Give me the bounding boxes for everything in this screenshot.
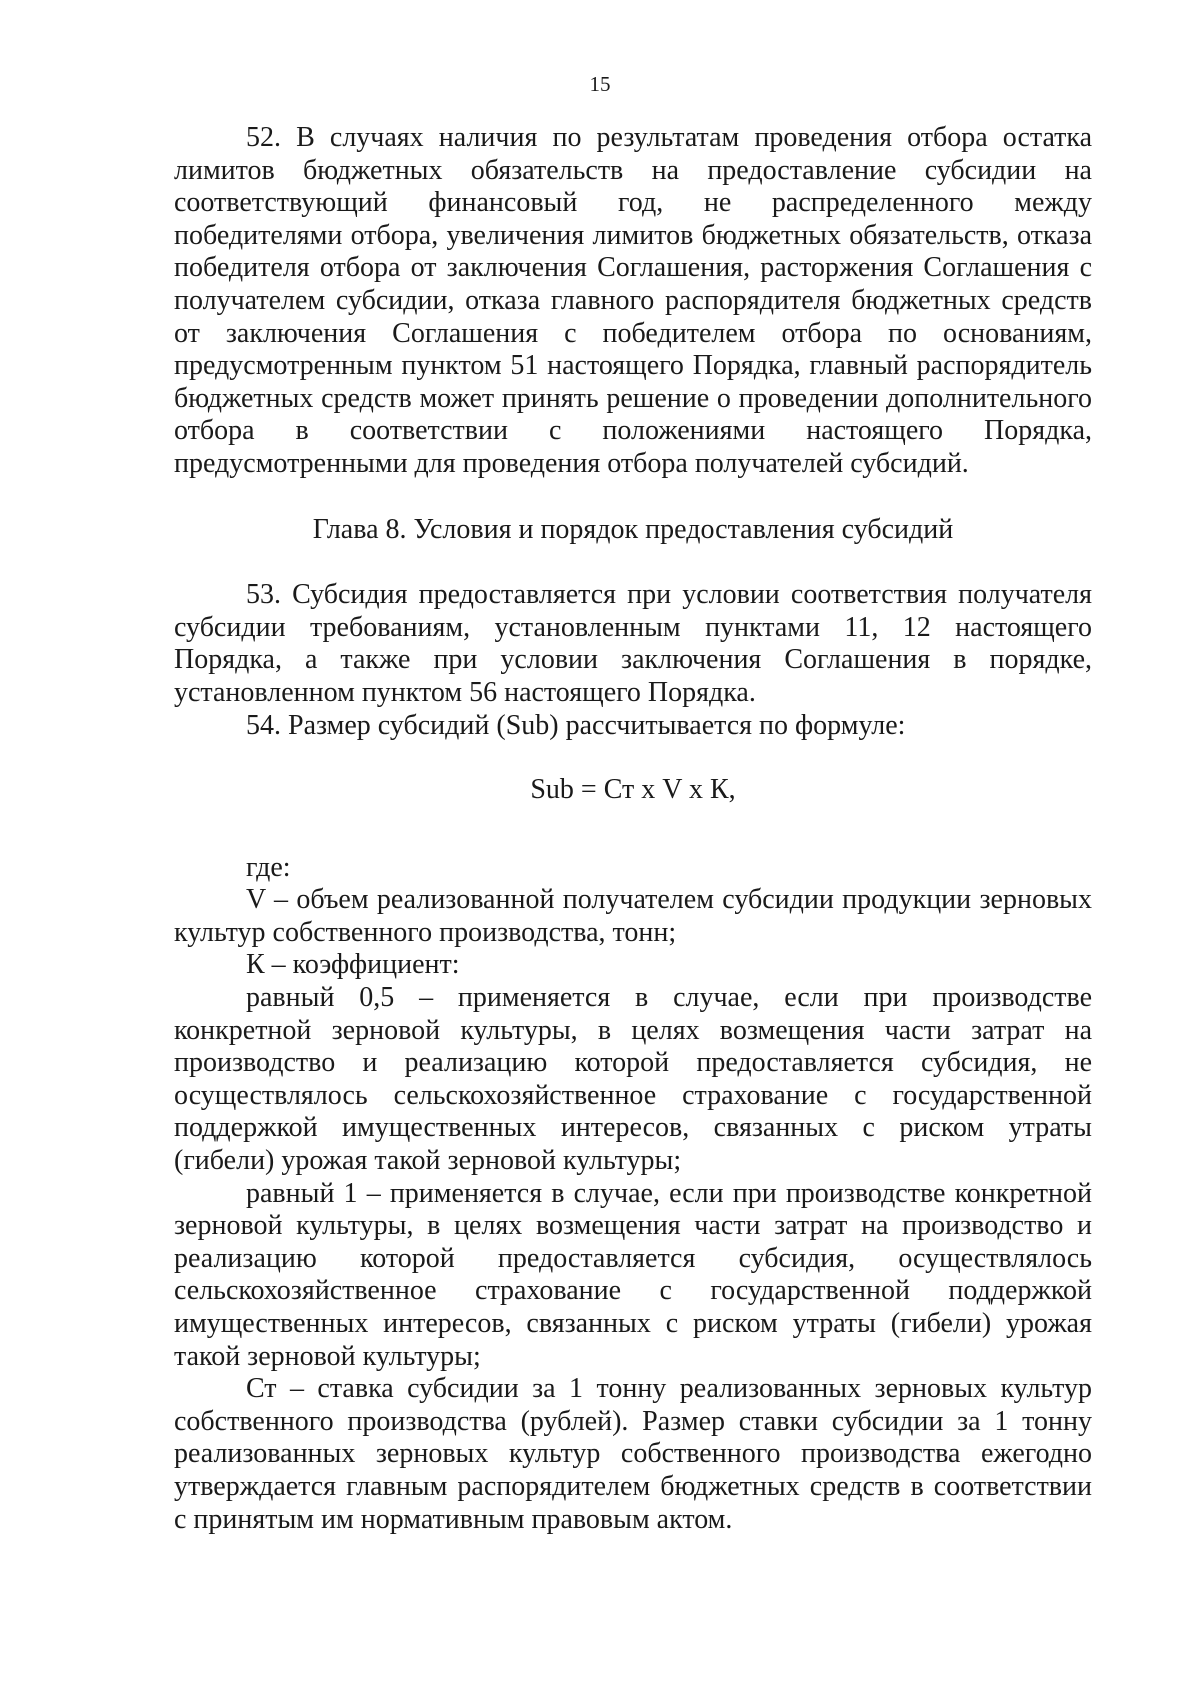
coefficient-0-5: равный 0,5 – применяется в случае, если при производстве конкретной зерновой культуры, в целях возмещения части затрат на производство и реализацию которой предоставляется субсидия, не осуществлялось сельскохозяйственное страхование с государственной поддержкой имущественных интересов, связанных с риском утраты (гибели) урожая такой зерновой культуры; — [174, 982, 1092, 1177]
paragraph-53: 53. Субсидия предоставляется при условии соответствия получателя субсидии требованиям, установленным пунктами 11, 12 настоящего Порядка, а также при условии заключения Соглашения в порядке, установленном пунктом 56 настоящего Порядка. — [174, 579, 1092, 708]
page-number: 15 — [589, 72, 611, 96]
paragraph-52: 52. В случаях наличия по результатам проведения отбора остатка лимитов бюджетных обязательств на предоставление субсидии на соответствующий финансовый год, не распределенного между победителями отбора, увеличения лимитов бюджетных обязательств, отказа победителя отбора от заключения Соглашения, расторжения Соглашения с получателем субсидии, отказа главного распорядителя бюджетных средств от заключения Соглашения с победителем отбора по основаниям, предусмотренным пунктом 51 настоящего Порядка, главный распорядитель бюджетных средств может принять решение о проведении дополнительного отбора в соответствии с положениями настоящего Порядка, предусмотренными для проведения отбора получателей субсидий. — [174, 122, 1092, 479]
definition-st: Ст – ставка субсидии за 1 тонну реализованных зерновых культур собственного производства (рублей). Размер ставки субсидии за 1 тонну реализованных зерновых культур собственного производства ежегодно утверждается главным распорядителем бюджетных средств в соответствии с принятым им нормативным правовым актом. — [174, 1373, 1092, 1535]
where-label: где: — [246, 851, 291, 883]
subsidy-formula: Sub = Ст х V х К, — [530, 774, 736, 806]
paragraph-54: 54. Размер субсидий (Sub) рассчитывается по формуле: — [246, 709, 906, 741]
chapter-heading: Глава 8. Условия и порядок предоставления субсидий — [312, 513, 954, 545]
document-body — [174, 122, 1092, 1536]
coefficient-1: равный 1 – применяется в случае, если при производстве конкретной зерновой культуры, в целях возмещения части затрат на производство и реализацию которой предоставляется субсидия, осуществлялось сельскохозяйственное страхование с государственной поддержкой имущественных интересов, связанных с риском утраты (гибели) урожая такой зерновой культуры; — [174, 1177, 1092, 1372]
definition-k: К – коэффициент: — [246, 949, 460, 981]
definition-v: V – объем реализованной получателем субсидии продукции зерновых культур собственного производства, тонн; — [174, 884, 1092, 948]
